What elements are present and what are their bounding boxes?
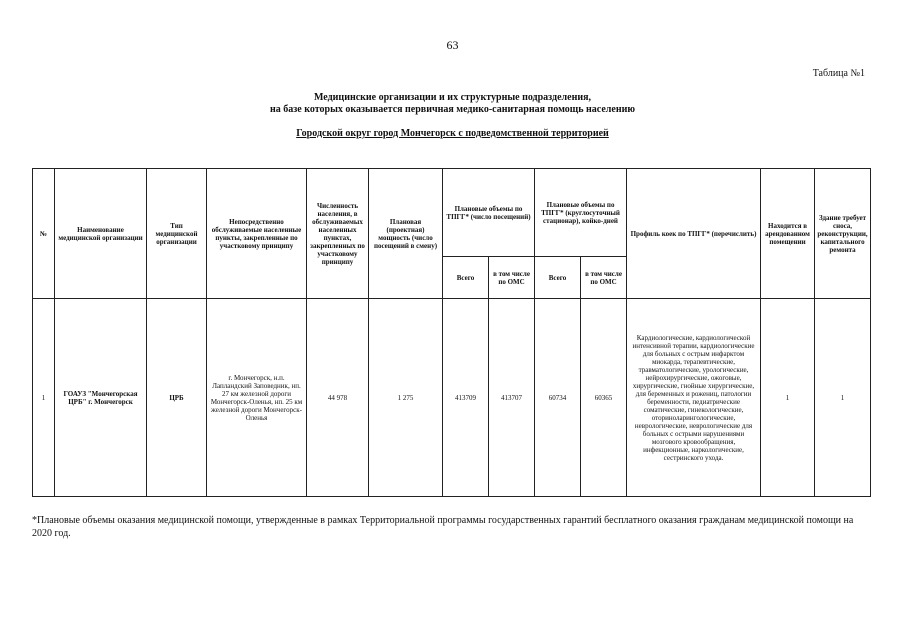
header-capacity: Плановая (проектная) мощность (число посещений в смену) [369, 169, 443, 299]
header-profile: Профиль коек по ТПГГ* (перечислить) [627, 169, 761, 299]
header-org-type: Тип медицинской организации [147, 169, 207, 299]
header-rented: Находится в арендованном помещении [761, 169, 815, 299]
cell-settlements: г. Мончегорск, н.п. Лапландский Заповедник, нп. 27 км железной дороги Мончегорск-Оленья, нп. 25 км железной дороги Мончегорск-Оленья [207, 299, 307, 497]
page-number: 63 [446, 38, 459, 52]
document-title [0, 92, 905, 116]
title-line-1: Медицинские организации и их структурные подразделения, [314, 92, 591, 103]
cell-hospital-total: 60734 [535, 299, 581, 497]
header-hospital-total: Всего [535, 257, 581, 299]
header-visits-oms: в том числе по ОМС [489, 257, 535, 299]
header-population: Численность населения, в обслуживаемых населенных пунктах, закрепленных по участковому принципу [307, 169, 369, 299]
header-num: № [33, 169, 55, 299]
cell-org-name: ГОАУЗ "Мончегорская ЦРБ" г. Мончегорск [55, 299, 147, 497]
cell-population: 44 978 [307, 299, 369, 497]
header-visits-group: Плановые объемы по ТПГГ* (число посещений) [443, 169, 535, 257]
header-settlements: Непосредственно обслуживаемые населенные пункты, закрепленные по участковому принципу [207, 169, 307, 299]
cell-num: 1 [33, 299, 55, 497]
header-visits-total: Всего [443, 257, 489, 299]
cell-visits-total: 413709 [443, 299, 489, 497]
header-org-name: Наименование медицинской организации [55, 169, 147, 299]
medical-organizations-table [32, 168, 871, 497]
cell-hospital-oms: 60365 [581, 299, 627, 497]
footnote: *Плановые объемы оказания медицинской помощи, утвержденные в рамках Территориальной программы государственных гарантий бесплатного оказания гражданам медицинской помощи на 2020 год. [32, 515, 854, 539]
cell-org-type: ЦРБ [147, 299, 207, 497]
header-repair: Здание требует сноса, реконструкции, капитального ремонта [815, 169, 871, 299]
cell-repair: 1 [815, 299, 871, 497]
cell-visits-oms: 413707 [489, 299, 535, 497]
cell-capacity: 1 275 [369, 299, 443, 497]
cell-profile: Кардиологические, кардиологической интенсивной терапии, кардиологические для больных с острым инфарктом миокарда, терапевтические, травматологические, урологические, нейрохирургические, ожоговые, хирургические, гнойные хирургические, для беременных и рожениц, патологии беременности, педиатрические соматические, гинекологические, оториноларингологические, неврологические, неврологические для больных с острыми нарушениями мозгового кровообращения, инфекционные, наркологические, сестринского ухода. [627, 299, 761, 497]
header-hospital-group: Плановые объемы по ТПГГ* (круглосуточный стационар), койко-дней [535, 169, 627, 257]
title-line-2: на базе которых оказывается первичная медико-санитарная помощь населению [270, 104, 635, 115]
territory-subtitle: Городской округ город Мончегорск с подведомственной территорией [296, 128, 609, 139]
table-label: Таблица №1 [812, 68, 865, 79]
cell-rented: 1 [761, 299, 815, 497]
header-hospital-oms: в том числе по ОМС [581, 257, 627, 299]
table-row [33, 299, 871, 497]
